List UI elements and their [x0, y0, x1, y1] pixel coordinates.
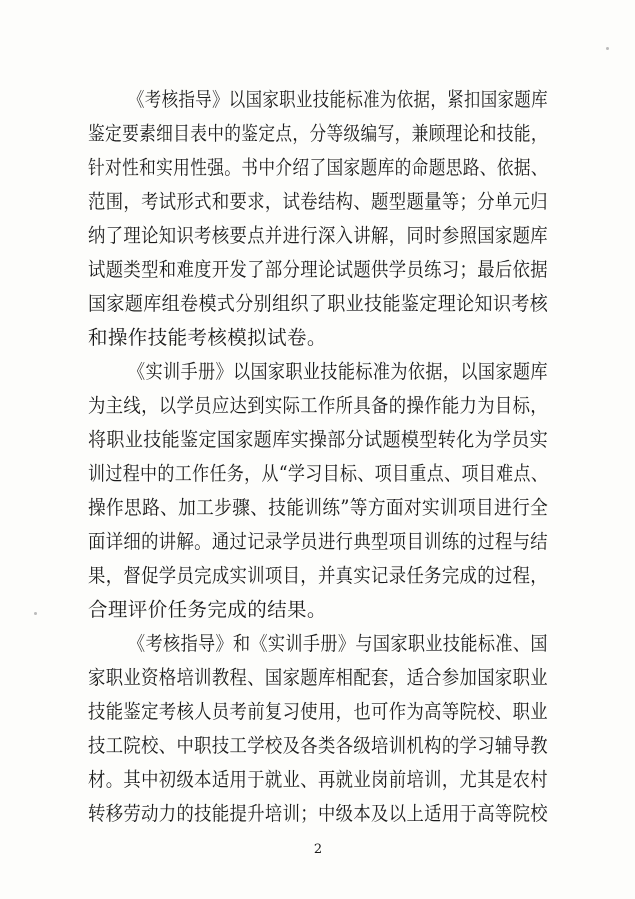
text-line — [0, 765, 635, 795]
text-line — [0, 731, 635, 761]
text-line-content: 和操作技能考核模拟试卷。 — [88, 326, 327, 349]
text-line-content: 转移劳动力的技能提升培训；中级本及以上适用于高等院校 — [88, 802, 548, 825]
scan-speck — [606, 47, 609, 50]
text-line — [0, 255, 635, 285]
text-line — [0, 663, 635, 693]
text-line — [0, 629, 635, 659]
text-line — [0, 425, 635, 455]
scan-speck — [34, 612, 37, 615]
text-line-content: 《实训手册》以国家职业技能标准为依据，以国家题库 — [128, 360, 548, 383]
text-line — [0, 595, 635, 625]
text-line — [0, 799, 635, 829]
text-line-content: 《考核指导》和《实训手册》与国家职业技能标准、国 — [128, 632, 548, 655]
page-number: 2 — [313, 842, 323, 857]
text-line — [0, 119, 635, 149]
text-line — [0, 493, 635, 523]
text-line-content: 技工院校、中职技工学校及各类各级培训机构的学习辅导教 — [88, 734, 548, 757]
text-line-content: 家职业资格培训教程、国家题库相配套，适合参加国家职业 — [88, 666, 548, 689]
text-line — [0, 221, 635, 251]
text-line-content: 纳了理论知识考核要点并进行深入讲解，同时参照国家题库 — [88, 224, 548, 247]
text-line-content: 范围，考试形式和要求，试卷结构、题型题量等；分单元归 — [88, 190, 548, 213]
text-line — [0, 697, 635, 727]
text-line-content: 合理评价任务完成的结果。 — [88, 598, 327, 621]
text-line — [0, 323, 635, 353]
text-line-content: 果，督促学员完成实训项目，并真实记录任务完成的过程， — [88, 564, 548, 587]
text-line-content: 面详细的讲解。通过记录学员进行典型项目训练的过程与结 — [88, 530, 548, 553]
text-line — [0, 527, 635, 557]
text-line-content: 技能鉴定考核人员考前复习使用，也可作为高等院校、职业 — [88, 700, 548, 723]
text-line — [0, 459, 635, 489]
text-line-content: 《考核指导》以国家职业技能标准为依据，紧扣国家题库 — [128, 88, 548, 111]
text-line-content: 为主线，以学员应达到实际工作所具备的操作能力为目标， — [88, 394, 548, 417]
text-line — [0, 187, 635, 217]
text-line — [0, 357, 635, 387]
text-line-content: 操作思路、加工步骤、技能训练”等方面对实训项目进行全 — [88, 496, 549, 519]
text-line-content: 针对性和实用性强。书中介绍了国家题库的命题思路、依据、 — [88, 156, 548, 179]
text-line-content: 将职业技能鉴定国家题库实操部分试题模型转化为学员实 — [88, 428, 549, 451]
text-line-content: 鉴定要素细目表中的鉴定点，分等级编写，兼顾理论和技能， — [88, 122, 548, 145]
text-line — [0, 289, 635, 319]
text-line-content: 试题类型和难度开发了部分理论试题供学员练习；最后依据 — [88, 258, 548, 281]
text-line — [0, 153, 635, 183]
text-line-content: 训过程中的工作任务，从“学习目标、项目重点、项目难点、 — [88, 462, 549, 485]
text-line — [0, 561, 635, 591]
text-line-content: 国家题库组卷模式分别组织了职业技能鉴定理论知识考核 — [88, 292, 549, 315]
text-line-content: 材。其中初级本适用于就业、再就业岗前培训，尤其是农村 — [88, 768, 548, 791]
text-line — [0, 391, 635, 421]
text-line — [0, 85, 635, 115]
